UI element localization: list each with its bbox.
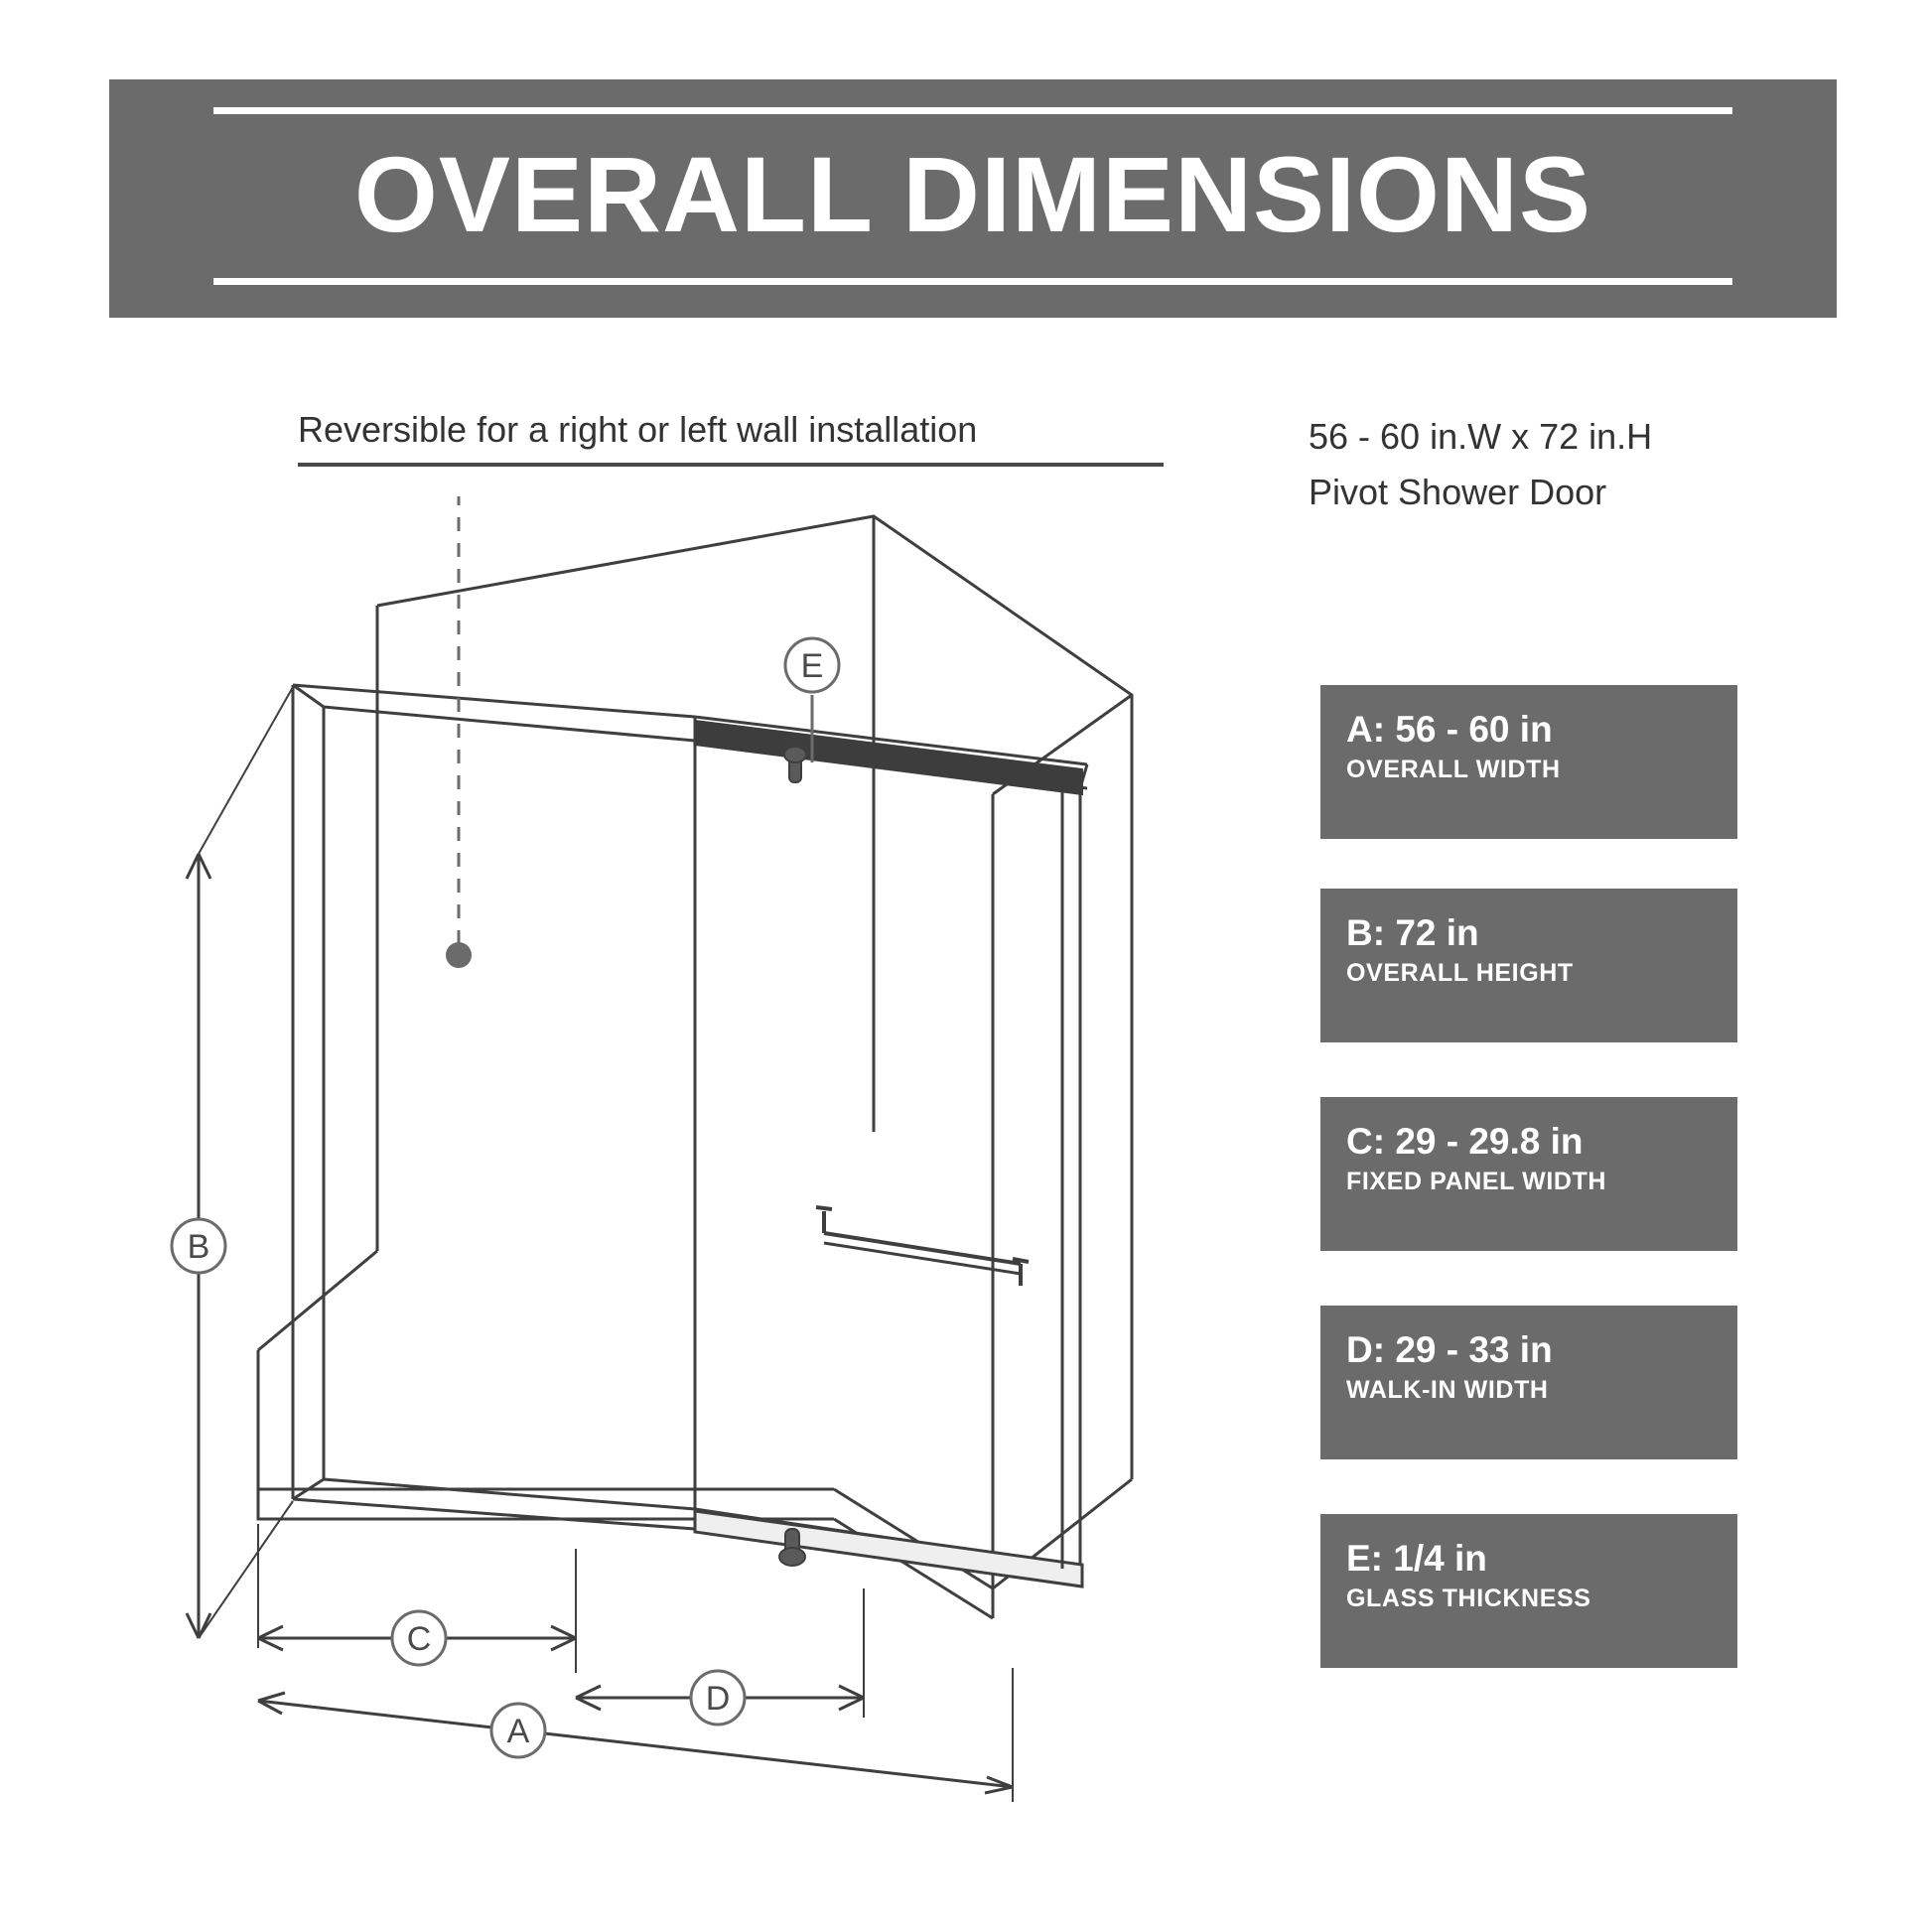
legend-e-sub: GLASS THICKNESS <box>1346 1585 1591 1612</box>
reversible-installation-note: Reversible for a right or left wall installation <box>298 409 978 450</box>
legend-item-e <box>1320 1514 1737 1668</box>
reversible-note-underline <box>298 463 1164 467</box>
legend-b-sub: OVERALL HEIGHT <box>1346 959 1574 987</box>
legend-d-main: D: 29 - 33 in <box>1346 1329 1553 1370</box>
product-title-line1: 56 - 60 in.W x 72 in.H <box>1309 416 1653 457</box>
callout-a-label: A <box>506 1713 530 1750</box>
legend-a-sub: OVERALL WIDTH <box>1346 756 1561 783</box>
legend-d-sub: WALK-IN WIDTH <box>1346 1376 1549 1404</box>
header-banner <box>109 79 1837 318</box>
callout-b-label: B <box>187 1228 210 1266</box>
callout-d-label: D <box>705 1680 731 1718</box>
header-rule-top <box>213 107 1732 114</box>
callout-c-label: C <box>406 1620 432 1658</box>
legend-a-main: A: 56 - 60 in <box>1346 709 1553 750</box>
header-rule-bottom <box>213 278 1732 285</box>
legend-item-d <box>1320 1306 1737 1459</box>
product-title <box>1309 409 1825 520</box>
callout-e-label: E <box>800 647 824 685</box>
legend-item-c <box>1320 1097 1737 1251</box>
legend-item-a <box>1320 685 1737 839</box>
shower-door-technical-drawing <box>139 496 1251 1906</box>
legend-c-main: C: 29 - 29.8 in <box>1346 1121 1584 1162</box>
product-title-line2: Pivot Shower Door <box>1309 472 1607 512</box>
legend-item-b <box>1320 889 1737 1042</box>
legend-c-sub: FIXED PANEL WIDTH <box>1346 1168 1607 1195</box>
legend-e-main: E: 1/4 in <box>1346 1538 1487 1579</box>
legend-b-main: B: 72 in <box>1346 912 1479 953</box>
page-title: OVERALL DIMENSIONS <box>353 134 1592 254</box>
